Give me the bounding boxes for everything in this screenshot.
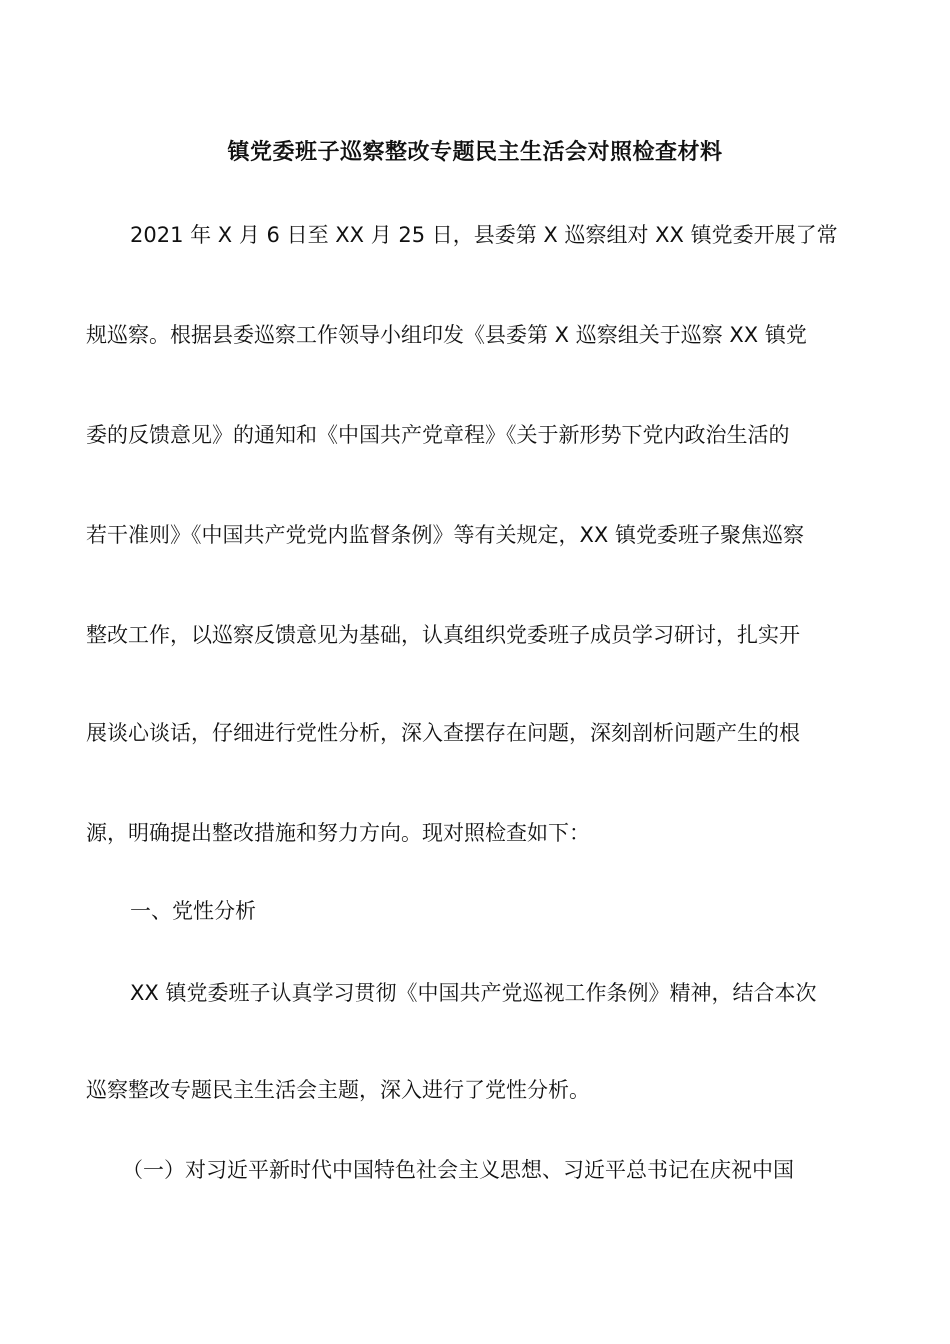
paragraph-1-line-2: 规巡察。根据县委巡察工作领导小组印发《县委第 X 巡察组关于巡察 XX 镇党 — [86, 323, 807, 347]
paragraph-1-line-1: 2021 年 X 月 6 日至 XX 月 25 日，县委第 X 巡察组对 XX 镇党委开展了常 — [130, 223, 838, 247]
document-title: 镇党委班子巡察整改专题民主生活会对照检查材料 — [227, 140, 723, 165]
paragraph-1-line-4: 若干准则》《中国共产党党内监督条例》等有关规定，XX 镇党委班子聚焦巡察 — [86, 523, 804, 547]
paragraph-1-line-6: 展谈心谈话，仔细进行党性分析，深入查摆存在问题，深刻剖析问题产生的根 — [86, 721, 800, 745]
paragraph-1-line-7: 源，明确提出整改措施和努力方向。现对照检查如下： — [86, 821, 590, 845]
paragraph-3-line-2: 巡察整改专题民主生活会主题，深入进行了党性分析。 — [86, 1078, 590, 1102]
subsection-heading-1: （一）对习近平新时代中国特色社会主义思想、习近平总书记在庆祝中国 — [122, 1158, 794, 1182]
section-heading-1: 一、党性分析 — [130, 899, 256, 923]
paragraph-1-line-5: 整改工作，以巡察反馈意见为基础，认真组织党委班子成员学习研讨，扎实开 — [86, 623, 800, 647]
paragraph-3-line-1: XX 镇党委班子认真学习贯彻《中国共产党巡视工作条例》精神，结合本次 — [130, 981, 817, 1005]
paragraph-1-line-3: 委的反馈意见》的通知和《中国共产党章程》《关于新形势下党内政治生活的 — [86, 423, 790, 447]
